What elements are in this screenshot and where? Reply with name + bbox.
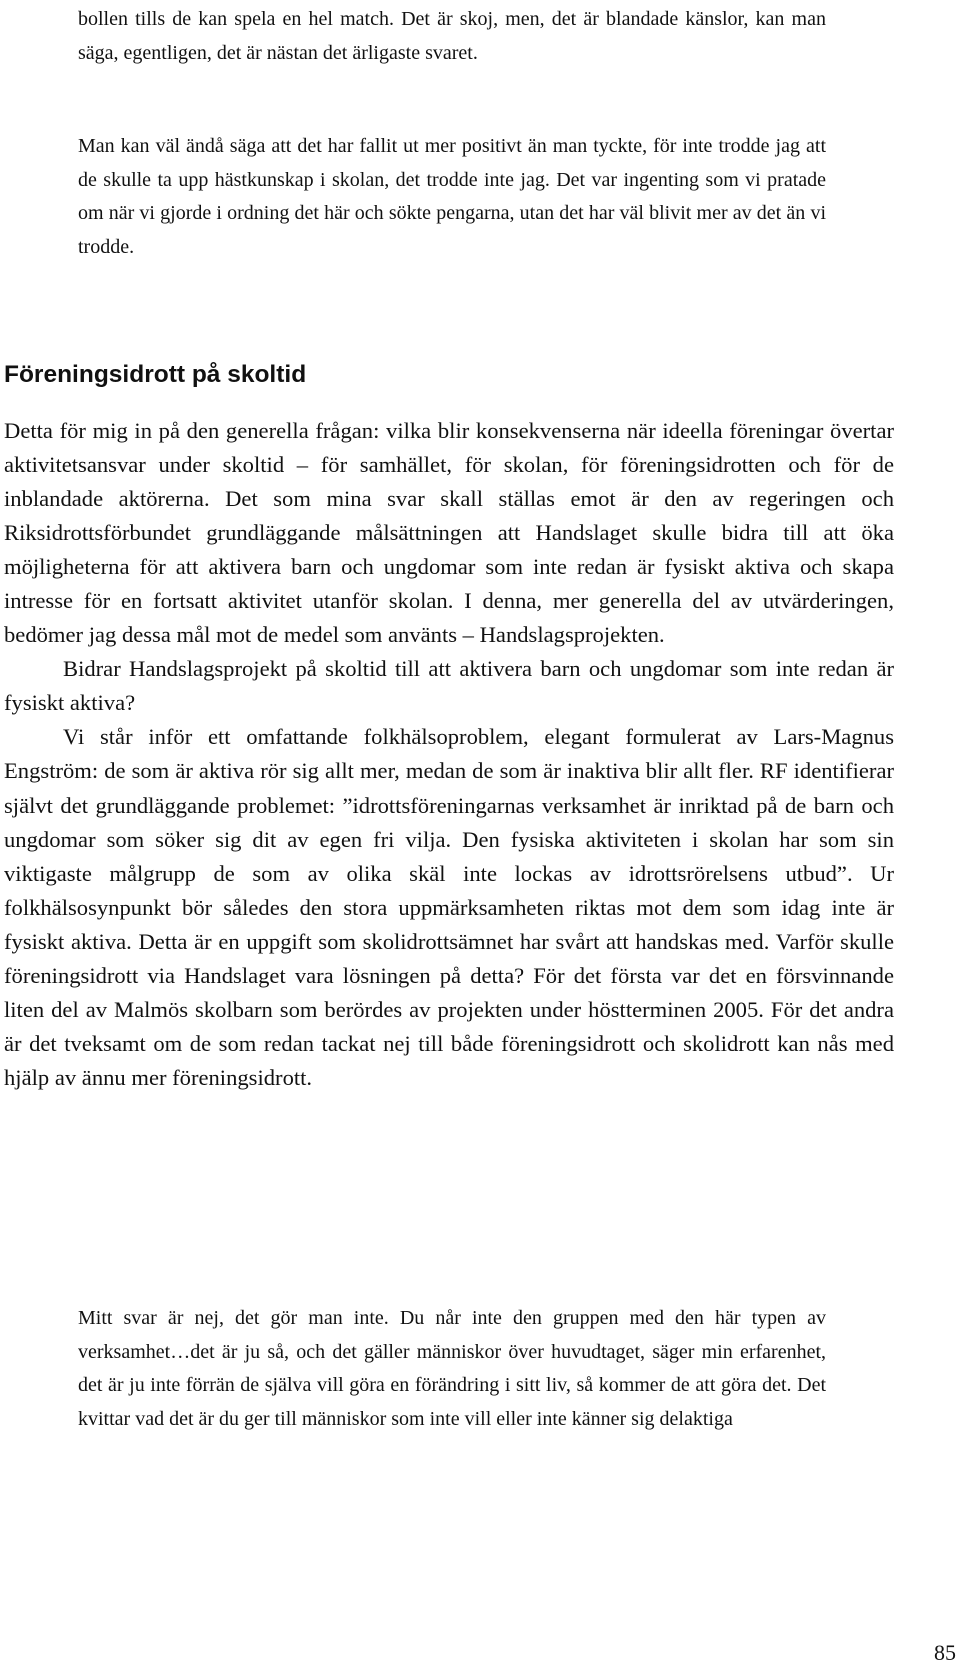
quote-paragraph: Man kan väl ändå säga att det har fallit ut mer positivt än man tyckte, för inte trodde jag att de skulle ta upp hästkunskap i skolan, det trodde inte jag. Det var ingenting som vi pratade om när vi gjorde i ordning det här och sökte pengarna, utan det har väl blivit mer av det än vi trodde. bbox=[78, 135, 826, 258]
block-quote-interview bbox=[78, 1302, 826, 1436]
page-number: 85 bbox=[934, 1640, 956, 1665]
body-paragraph: Vi står inför ett omfattande folkhälsoproblem, elegant formulerat av Lars-Magnus Engström: de som är aktiva rör sig allt mer, medan de som är inaktiva blir allt fler. RF identifierar självt det grundläggande problemet: ”idrottsföreningarnas verksamhet är inriktad på de barn och ungdomar som söker sig dit av egen fri vilja. Den fysiska aktiviteten i skolan har som sin viktigaste målgrupp de som av olika skäl inte lockas av idrottsrörelsens utbud”. Ur folkhälsosynpunkt bör således den stora uppmärksamheten riktas mot dem som idag inte är fysiskt aktiva. Detta är en uppgift som skolidrottsämnet har svårt att handskas med. Varför skulle föreningsidrott via Handslaget vara lösningen på detta? För det första var det en försvinnande liten del av Malmös skolbarn som berördes av projekten under höstterminen 2005. För det andra är det tveksamt om de som redan tackat nej till både föreningsidrott och skolidrott kan nås med hjälp av ännu mer föreningsidrott. bbox=[4, 724, 894, 1090]
block-quote-continuation bbox=[78, 3, 826, 70]
quote-paragraph: Mitt svar är nej, det gör man inte. Du når inte den gruppen med den här typen av verksamhet…det är ju så, och det gäller människor över huvudtaget, säger min erfarenhet, det är ju inte förrän de själva vill göra en förändring i sitt liv, så kommer de att göra det. Det kvittar vad det är du ger till människor som inte vill eller inte känner sig delaktiga bbox=[78, 1307, 826, 1430]
body-paragraph: Detta för mig in på den generella frågan: vilka blir konsekvenserna när ideella föreningar övertar aktivitetsansvar under skoltid – för samhället, för skolan, för föreningsidrotten och för de inblandade aktörerna. Det som mina svar skall ställas emot är den av regeringen och Riksidrottsförbundet grundläggande målsättningen att Handslaget skulle bidra till att öka möjligheterna för att aktivera barn och ungdomar som inte redan är fysiskt aktiva och skapa intresse för en fortsatt aktivitet utanför skolan. I denna, mer generella del av utvärderingen, bedömer jag dessa mål mot de medel som använts – Handslagsprojekten. bbox=[4, 418, 894, 648]
body-paragraph: Bidrar Handslagsprojekt på skoltid till att aktivera barn och ungdomar som inte redan är fysiskt aktiva? bbox=[4, 656, 894, 716]
body-text bbox=[4, 414, 894, 1095]
section-heading: Föreningsidrott på skoltid bbox=[4, 361, 307, 388]
block-quote-interview bbox=[78, 130, 826, 264]
quote-paragraph: bollen tills de kan spela en hel match. Det är skoj, men, det är blandade känslor, kan man säga, egentligen, det är nästan det ärligaste svaret. bbox=[78, 8, 826, 64]
